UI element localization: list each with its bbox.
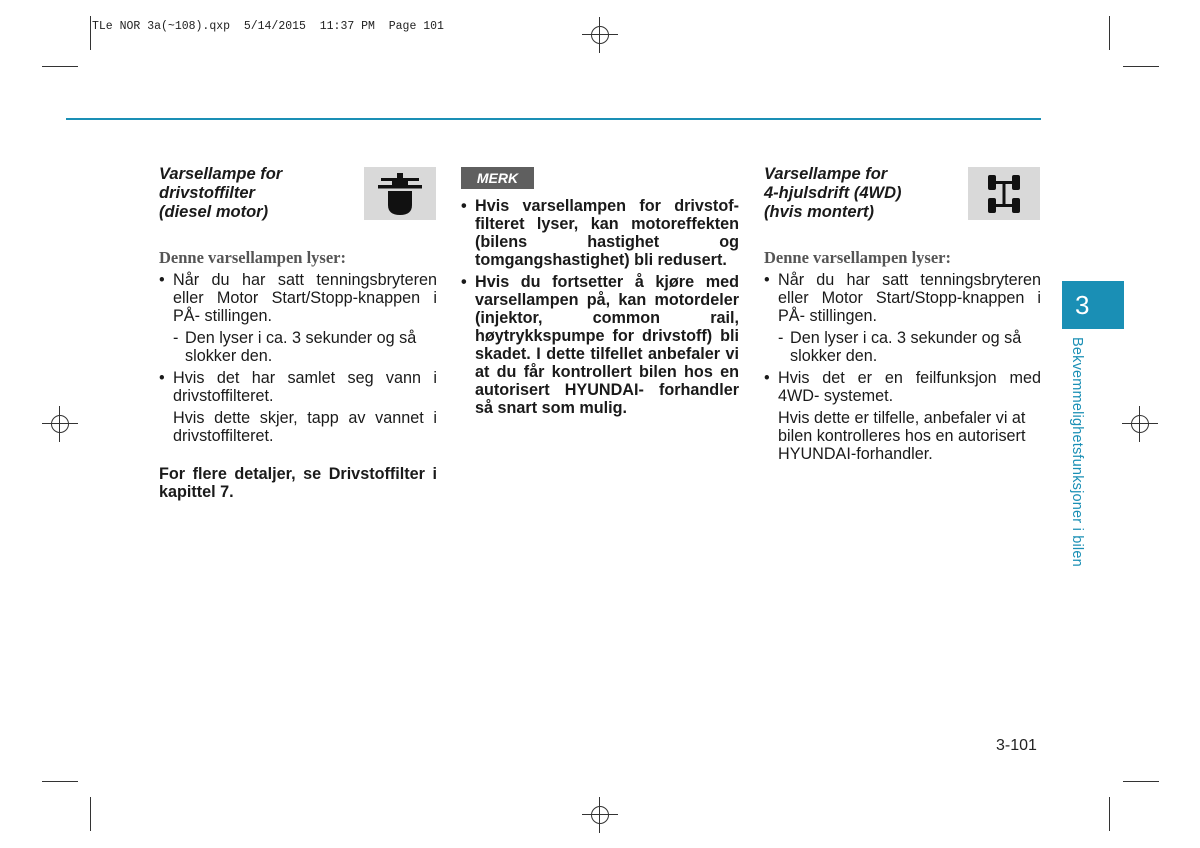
crop-mark (90, 16, 91, 50)
registration-mark (1122, 406, 1158, 442)
page-number: 3-101 (996, 737, 1037, 754)
4wd-warning-icon (968, 167, 1040, 220)
registration-mark (582, 797, 618, 833)
heading-line: (hvis montert) (764, 203, 875, 221)
right-bullets (764, 271, 1041, 463)
crop-mark (90, 797, 91, 831)
list-item: • Hvis varsellampen for drivstof- filteret lyser, kan motoreffekten (bilens hastighet og tomgangshastighet) bli redusert. (461, 197, 739, 269)
left-footer-note: For flere detaljer, se Drivstoffilter i kapittel 7. (159, 465, 437, 501)
bullet-extra-text: Hvis dette er tilfelle, anbefaler vi at bilen kontrolleres hos en autorisert HYUNDAI-forhandler. (778, 409, 1026, 463)
list-item (764, 369, 1041, 463)
heading-line: (diesel motor) (159, 203, 269, 221)
left-bullets (159, 271, 437, 445)
crop-mark (1123, 781, 1159, 782)
bullet-text: • Når du har satt tenningsbryteren eller Motor Start/Stopp-knappen i PÅ- stillingen. (173, 271, 437, 325)
fuel-filter-warning-icon (364, 167, 436, 220)
heading-line: Varsellampe for (764, 165, 888, 183)
crop-mark (1109, 16, 1110, 50)
heading-line: 4-hjulsdrift (4WD) (764, 184, 902, 202)
crop-mark (1123, 66, 1159, 67)
list-item: • Hvis du fortsetter å kjøre med varsellampen på, kan motordeler (injektor, common rail, høytrykkspumpe for drivstoff) bli skadet. I dette tilfellet anbefaler vi at du får kontrollert bilen hos en autorisert HYUNDAI- forhandler så snart som mulig. (461, 273, 739, 417)
list-item (764, 271, 1041, 365)
right-heading (764, 165, 964, 222)
middle-bullets (461, 197, 739, 417)
merk-label: MERK (461, 167, 534, 189)
print-slug: TLe NOR 3a(~108).qxp 5/14/2015 11:37 PM Page 101 (92, 20, 444, 33)
fuel-filter-icon-box (364, 167, 436, 220)
heading-line: Varsellampe for (159, 165, 283, 183)
dash-text: - Den lyser i ca. 3 sekunder og så slokker den. (159, 329, 437, 365)
bullet-text: • Hvis det er en feilfunksjon med 4WD- systemet. (778, 369, 1041, 405)
left-heading (159, 165, 359, 222)
registration-mark (42, 406, 78, 442)
middle-column (461, 197, 739, 417)
list-item (159, 369, 437, 445)
chapter-side-title (1069, 337, 1089, 582)
crop-mark (42, 781, 78, 782)
registration-mark (582, 17, 618, 53)
bullet-text: • Hvis det har samlet seg vann i drivstoffilteret. (173, 369, 437, 405)
crop-mark (42, 66, 78, 67)
list-item (159, 271, 437, 365)
header-rule (66, 118, 1041, 120)
chapter-tab (1062, 281, 1124, 329)
bullet-extra-text: Hvis dette skjer, tapp av vannet i drivstoffilteret. (173, 409, 437, 445)
heading-line: drivstoffilter (159, 184, 255, 202)
chapter-number: 3 (1075, 290, 1090, 320)
dash-text: - Den lyser i ca. 3 sekunder og så slokker den. (764, 329, 1041, 365)
bullet-text: • Når du har satt tenningsbryteren eller Motor Start/Stopp-knappen i PÅ- stillingen. (778, 271, 1041, 325)
left-subheading: Denne varsellampen lyser: (159, 248, 346, 267)
4wd-icon-box (968, 167, 1040, 220)
crop-mark (1109, 797, 1110, 831)
right-subheading: Denne varsellampen lyser: (764, 248, 951, 267)
chapter-title-text: Bekvemmelighetsfunksjoner i bilen (1069, 337, 1085, 567)
